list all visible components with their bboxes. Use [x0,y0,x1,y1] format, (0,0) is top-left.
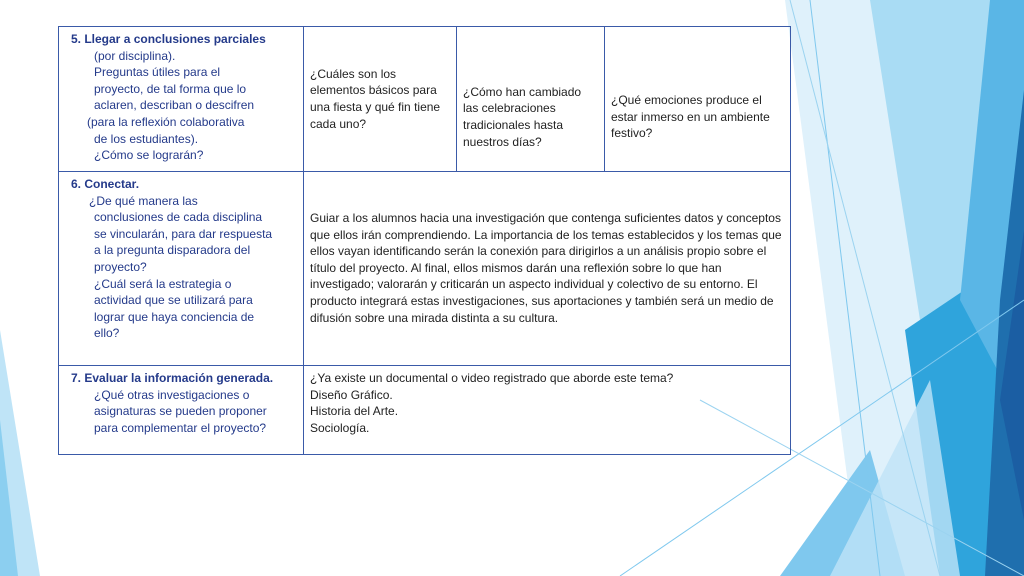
step-line: (para la reflexión colaborativa [87,114,245,129]
step-title: 5. Llegar a conclusiones parciales [71,32,266,46]
step-title: 6. Conectar. [71,177,140,191]
step-line: proyecto? [94,259,147,274]
evaluation-line: ¿Ya existe un documental o video registrado que aborde este tema? [310,371,674,385]
step-line: (por disciplina). [94,48,176,63]
step-cell [59,366,304,455]
step-line: actividad que se utilizará para [94,293,253,308]
step-line: ¿De qué manera las [89,193,198,208]
step-line: ello? [94,326,120,341]
step-line: asignaturas se pueden proponer [94,404,267,419]
evaluation-cell [304,366,791,455]
connection-description: Guiar a los alumnos hacia una investigación que contenga suficientes datos y conceptos que ellos irán comprendiendo. La importancia de los temas establecidos y los temas que ellos vayan identificando serán la conexión para dirigirlos a un análisis propio sobre el título del proyecto. Al final, ellos mismos darán una reflexión sobre lo que han investigado; valorarán y criticarán un aspecto individual y colectivo de su entorno. El producto integrará estas investigaciones, sus aportaciones y también será un medio de difusión sobre una mirada distinta a su cultura. [310,211,782,325]
step-cell [59,27,304,172]
question-text: ¿Cuáles son los elementos básicos para una fiesta y qué fin tiene cada uno? [310,66,441,131]
question-text: ¿Qué emociones produce el estar inmerso en un ambiente festivo? [611,93,770,141]
evaluation-line: Sociología. [310,420,370,435]
step-title: 7. Evaluar la información generada. [71,371,274,385]
connection-description-cell [304,172,791,366]
step-line: aclaren, describan o descifren [94,98,255,113]
step-cell [59,172,304,366]
step-line: ¿Cómo se lograrán? [94,148,204,163]
evaluation-line: Historia del Arte. [310,404,399,419]
question-cell [457,27,605,172]
step-line: conclusiones de cada disciplina [94,210,263,225]
table-row [59,366,791,455]
step-line: Preguntas útiles para el [94,65,221,80]
step-line: lograr que haya conciencia de [94,309,255,324]
step-line: proyecto, de tal forma que lo [94,81,247,96]
step-line: a la pregunta disparadora del [94,243,251,258]
project-plan-table [58,26,791,455]
question-cell [304,27,457,172]
question-text: ¿Cómo han cambiado las celebraciones tradicionales hasta nuestros días? [463,84,582,149]
step-line: ¿Cuál será la estrategia o [94,276,232,291]
step-line: se vincularán, para dar respuesta [94,226,273,241]
table-row [59,172,791,366]
question-cell [605,27,791,172]
step-line: ¿Qué otras investigaciones o [94,387,250,402]
step-line: para complementar el proyecto? [94,420,267,435]
step-line: de los estudiantes). [94,131,199,146]
evaluation-line: Diseño Gráfico. [310,387,393,402]
table-row [59,27,791,172]
